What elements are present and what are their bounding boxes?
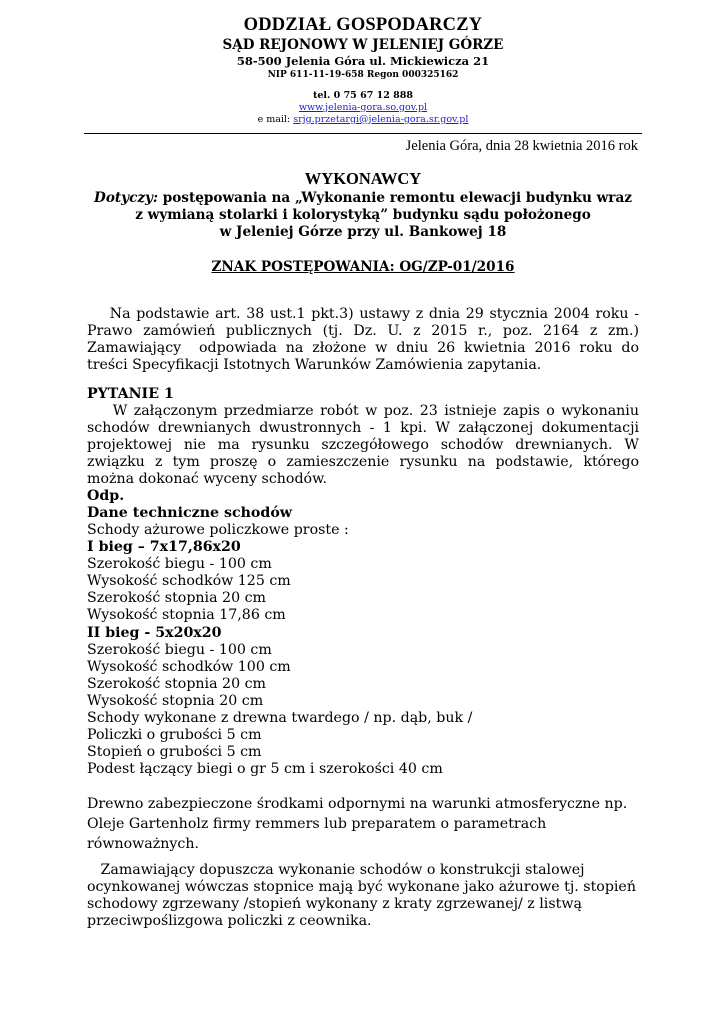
recipient-heading: WYKONAWCY xyxy=(304,169,422,188)
website-link[interactable]: www.jelenia-gora.so.gov.pl xyxy=(298,102,428,113)
department-title: ODDZIAŁ GOSPODARCZY xyxy=(243,15,483,35)
court-name: SĄD REJONOWY W JELENIEJ GÓRZE xyxy=(222,37,504,53)
list-item: Policzki o grubości 5 cm xyxy=(87,727,262,744)
tech-data-heading: Dane techniczne schodów xyxy=(87,505,292,521)
answer-list xyxy=(87,522,639,778)
list-item: Szerokość biegu - 100 cm xyxy=(87,641,272,658)
letterhead xyxy=(84,14,642,126)
list-item: Stopień o grubości 5 cm xyxy=(87,744,262,761)
list-item: Szerokość biegu - 100 cm xyxy=(87,556,272,573)
spacer xyxy=(87,854,639,862)
email-label: e mail: xyxy=(257,114,294,125)
email-line xyxy=(84,114,642,126)
subject-line-1 xyxy=(84,190,642,207)
run1-heading: I bieg – 7x17,86x20 xyxy=(87,539,241,556)
nip-regon: NIP 611-11-19-658 Regon 000325162 xyxy=(267,70,459,80)
spacer xyxy=(87,374,639,386)
list-item: Szerokość stopnia 20 cm xyxy=(87,590,266,607)
list-item: Szerokość stopnia 20 cm xyxy=(87,675,266,692)
list-item: Wysokość stopnia 17,86 cm xyxy=(87,607,286,624)
list-item: Wysokość schodków 100 cm xyxy=(87,658,291,675)
question-heading: PYTANIE 1 xyxy=(87,386,174,402)
intro-paragraph: Na podstawie art. 38 ust.1 pkt.3) ustawy z dnia 29 stycznia 2004 roku - Prawo zamówień publicznych (tj. Dz. U. z 2015 r., poz. 2164 z zm.) Zamawiający odpowiada na złożone w dniu 26 kwietnia 2016 roku do treści Specyfikacji Istotnych Warunków Zamówienia zapytania. xyxy=(87,306,649,373)
subject-line-2: z wymianą stolarki i kolorystyką” budynku sądu położonego xyxy=(135,207,591,223)
answer-heading: Odp. xyxy=(87,488,125,504)
subject-line-3: w Jeleniej Górze przy ul. Bankowej 18 xyxy=(219,224,507,240)
stairs-type: Schody ażurowe policzkowe proste : xyxy=(87,522,349,538)
wood-protection-paragraph: Drewno zabezpieczone środkami odpornymi na warunki atmosferyczne np. Oleje Gartenholz firmy remmers lub preparatem o parametrach równoważnych. xyxy=(87,796,628,853)
court-address: 58-500 Jelenia Góra ul. Mickiewicza 21 xyxy=(236,54,490,68)
list-item: Wysokość schodków 125 cm xyxy=(87,573,291,590)
telephone: tel. 0 75 67 12 888 xyxy=(313,90,413,101)
run2-heading: II bieg - 5x20x20 xyxy=(87,624,222,641)
question-text: W załączonym przedmiarze robót w poz. 23 istnieje zapis o wykonaniu schodów drewnianych dwustronnych - 1 kpi. W załączonej dokumentacji projektowej nie ma rysunku szczegółowego schodów drewnianych. W związku z tym proszę o zamieszczenie rysunku na podstawie, którego można dokonać wyceny schodów. xyxy=(87,403,644,487)
subject-text-1: postępowania na „Wykonanie remontu elewacji budynku wraz xyxy=(157,190,632,206)
letter-body xyxy=(87,306,649,930)
procedure-number: ZNAK POSTĘPOWANIA: OG/ZP-01/2016 xyxy=(211,259,515,275)
list-item: Wysokość stopnia 20 cm xyxy=(87,692,264,709)
subject-block xyxy=(84,190,642,241)
list-item: Schody wykonane z drewna twardego / np. dąb, buk / xyxy=(87,710,473,727)
subject-label: Dotyczy: xyxy=(94,190,158,206)
email-link[interactable]: srjg.przetargi@jelenia-gora.sr.gov.pl xyxy=(293,114,469,125)
spacer xyxy=(87,778,639,794)
steel-option-paragraph: Zamawiający dopuszcza wykonanie schodów o konstrukcji stalowej ocynkowanej wówczas stopnice mają być wykonane jako ażurowe tj. stopień schodowy zgrzewany /stopień wykonany z kraty zgrzewanej/ z listwą przeciwpoślizgowa policzki z ceownika. xyxy=(87,862,641,930)
date-line: Jelenia Góra, dnia 28 kwietnia 2016 rok xyxy=(405,138,638,154)
header-divider xyxy=(84,133,642,134)
list-item: Podest łączący biegi o gr 5 cm i szerokości 40 cm xyxy=(87,761,443,778)
